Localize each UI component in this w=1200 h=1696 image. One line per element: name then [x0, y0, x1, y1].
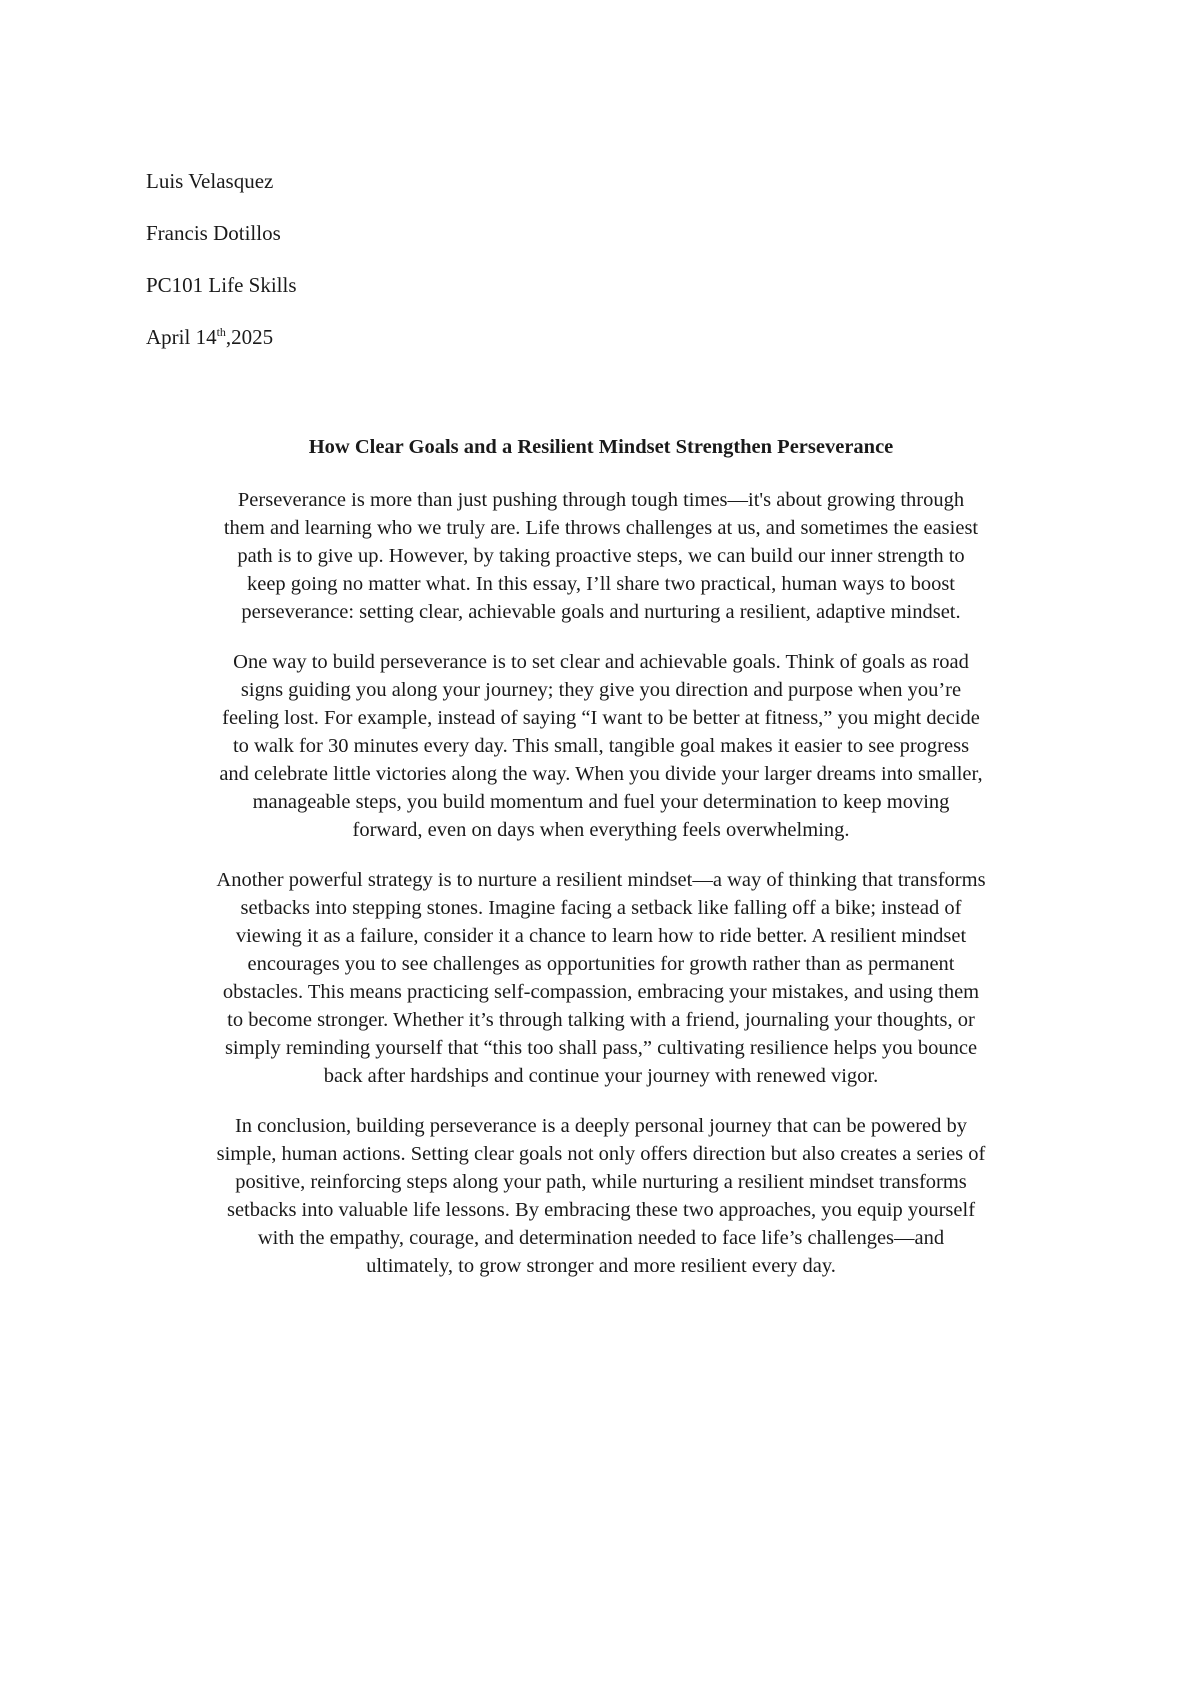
essay-title: How Clear Goals and a Resilient Mindset Strengthen Perseverance: [308, 436, 894, 458]
date-superscript: th: [216, 325, 226, 339]
date-prefix: April 14: [146, 325, 217, 349]
essay-body: [146, 486, 1056, 1302]
paragraph-line: perseverance: setting clear, achievable goals and nurturing a resilient, adaptive mindset.: [241, 601, 961, 623]
paragraph-line: with the empathy, courage, and determination needed to face life’s challenges—and: [257, 1227, 945, 1249]
course-name: PC101 Life Skills: [146, 273, 297, 297]
paragraph-line: feeling lost. For example, instead of saying “I want to be better at fitness,” you might decide: [222, 707, 980, 729]
paragraph-line: to become stronger. Whether it’s through talking with a friend, journaling your thoughts, or: [227, 1009, 975, 1031]
paragraph-line: obstacles. This means practicing self-compassion, embracing your mistakes, and using them: [222, 981, 980, 1003]
date-suffix: ,2025: [225, 325, 274, 349]
essay-paragraph: [146, 486, 1056, 626]
paragraph-line: setbacks into stepping stones. Imagine facing a setback like falling off a bike; instead of: [240, 897, 962, 919]
paragraph-line: back after hardships and continue your journey with renewed vigor.: [323, 1065, 879, 1087]
student-name: Luis Velasquez: [146, 169, 274, 193]
essay-paragraph: [146, 1112, 1056, 1280]
paragraph-line: simply reminding yourself that “this too shall pass,” cultivating resilience helps you bounce: [224, 1037, 978, 1059]
paragraph-line: and celebrate little victories along the way. When you divide your larger dreams into smaller,: [219, 763, 983, 785]
paragraph-line: path is to give up. However, by taking proactive steps, we can build our inner strength to: [237, 545, 965, 567]
paragraph-line: positive, reinforcing steps along your path, while nurturing a resilient mindset transforms: [235, 1171, 967, 1193]
paragraph-line: Perseverance is more than just pushing through tough times—it's about growing through: [237, 489, 965, 511]
paragraph-line: One way to build perseverance is to set clear and achievable goals. Think of goals as road: [233, 651, 969, 673]
paragraph-line: ultimately, to grow stronger and more resilient every day.: [366, 1255, 836, 1277]
paragraph-line: viewing it as a failure, consider it a chance to learn how to ride better. A resilient mindset: [235, 925, 967, 947]
paragraph-line: to walk for 30 minutes every day. This small, tangible goal makes it easier to see progress: [232, 735, 970, 757]
paragraph-line: manageable steps, you build momentum and fuel your determination to keep moving: [252, 791, 950, 813]
paragraph-line: signs guiding you along your journey; they give you direction and purpose when you’re: [240, 679, 962, 701]
paragraph-line: encourages you to see challenges as opportunities for growth rather than as permanent: [247, 953, 955, 975]
essay-paragraph: [146, 648, 1056, 844]
paragraph-line: keep going no matter what. In this essay, I’ll share two practical, human ways to boost: [246, 573, 956, 595]
instructor-name: Francis Dotillos: [146, 221, 281, 245]
paragraph-line: setbacks into valuable life lessons. By embracing these two approaches, you equip yourself: [226, 1199, 976, 1221]
paragraph-line: Another powerful strategy is to nurture a resilient mindset—a way of thinking that transforms: [216, 869, 986, 891]
paragraph-line: forward, even on days when everything feels overwhelming.: [352, 819, 850, 841]
paragraph-line: In conclusion, building perseverance is a deeply personal journey that can be powered by: [234, 1115, 968, 1137]
paragraph-line: them and learning who we truly are. Life throws challenges at us, and sometimes the easiest: [223, 517, 979, 539]
heading-block: [146, 168, 746, 376]
essay-date: [146, 324, 746, 350]
essay-paragraph: [146, 866, 1056, 1090]
paragraph-line: simple, human actions. Setting clear goals not only offers direction but also creates a series of: [216, 1143, 986, 1165]
